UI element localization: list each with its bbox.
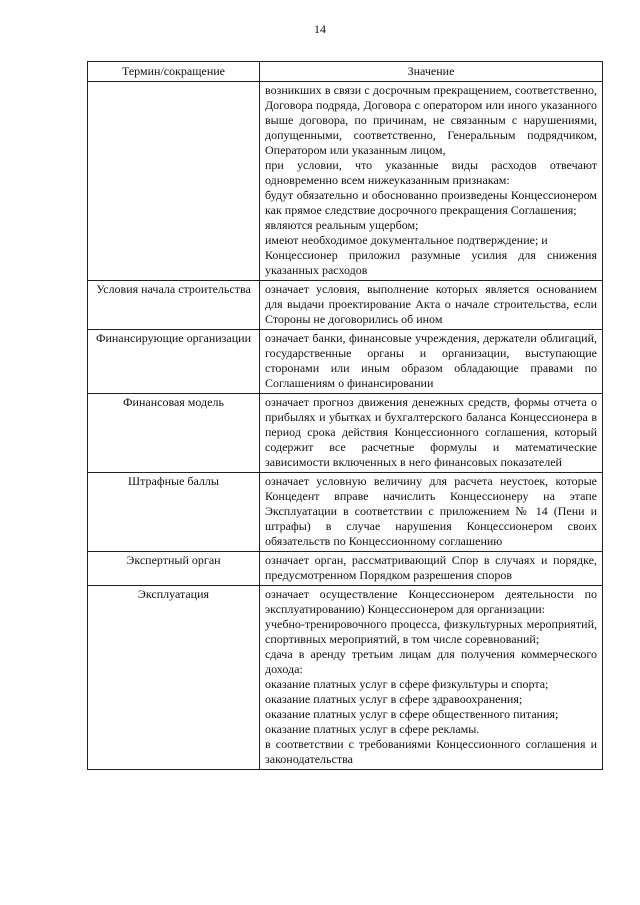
meaning-paragraph: означает прогноз движения денежных средств, формы отчета о прибылях и убытках и бухгалтерского баланса Концессионера в период срока действия Концессионного соглашения, который содержит все расчетные формулы и математические зависимости включенных в него финансовых показателей	[265, 395, 597, 469]
term-cell	[88, 82, 260, 281]
table-row	[88, 552, 603, 586]
table-row	[88, 82, 603, 281]
meaning-paragraph: означает орган, рассматривающий Спор в случаях и порядке, предусмотренном Порядком разрешения споров	[265, 553, 597, 582]
table-row	[88, 473, 603, 552]
meaning-paragraph: оказание платных услуг в сфере рекламы.	[265, 722, 480, 736]
meaning-cell	[260, 586, 603, 770]
term-cell: Экспертный орган	[88, 552, 260, 586]
term-cell: Эксплуатация	[88, 586, 260, 770]
table-body	[88, 82, 603, 770]
meaning-paragraph: Концессионер приложил разумные усилия для снижения указанных расходов	[265, 248, 597, 277]
meaning-paragraph: сдача в аренду третьим лицам для получения коммерческого дохода:	[265, 647, 597, 676]
meaning-cell	[260, 552, 603, 586]
term-cell: Финансирующие организации	[88, 330, 260, 394]
meaning-paragraph: в соответствии с требованиями Концессионного соглашения и законодательства	[265, 737, 597, 766]
table-header-row	[88, 62, 603, 82]
meaning-paragraph: означает условия, выполнение которых является основанием для выдачи проектирование Акта о начале строительства, если Стороны не договорились об ином	[265, 282, 597, 326]
header-meaning: Значение	[260, 62, 603, 82]
meaning-paragraph: означает осуществление Концессионером деятельности по эксплуатированию) Концессионером для организации:	[265, 587, 597, 616]
meaning-cell	[260, 473, 603, 552]
meaning-paragraph: оказание платных услуг в сфере общественного питания;	[265, 707, 559, 721]
term-cell: Финансовая модель	[88, 394, 260, 473]
meaning-paragraph: оказание платных услуг в сфере физкультуры и спорта;	[265, 677, 549, 691]
meaning-cell	[260, 82, 603, 281]
meaning-paragraph: оказание платных услуг в сфере здравоохранения;	[265, 692, 523, 706]
meaning-paragraph: имеют необходимое документальное подтверждение; и	[265, 233, 548, 247]
meaning-paragraph: являются реальным ущербом;	[265, 218, 419, 232]
meaning-paragraph: означает условную величину для расчета неустоек, которые Концедент вправе начислить Концессионеру на этапе Эксплуатации в соответствии с приложением № 14 (Пени и штрафы) в случае нарушения Концессионером своих обязательств по Концессионному соглашению	[265, 474, 597, 548]
page-number: 14	[314, 22, 326, 36]
term-cell: Штрафные баллы	[88, 473, 260, 552]
meaning-paragraph: будут обязательно и обоснованно произведены Концессионером как прямое следствие досрочного прекращения Соглашения;	[265, 188, 597, 217]
terms-table	[87, 61, 603, 770]
meaning-paragraph: означает банки, финансовые учреждения, держатели облигаций, государственные органы и организации, выступающие сторонами или иным образом обладающие правами по Соглашениям о финансировании	[265, 331, 597, 390]
table-row	[88, 330, 603, 394]
meaning-paragraph: возникших в связи с досрочным прекращением, соответственно, Договора подряда, Договора с оператором или иного указанного выше договора, по причинам, не связанным с нарушениями, допущенными, соответственно, Генеральным подрядчиком, Оператором или указанным лицом,	[265, 83, 597, 157]
meaning-paragraph: при условии, что указанные виды расходов отвечают одновременно всем нижеуказанным признакам:	[265, 158, 597, 187]
meaning-cell	[260, 281, 603, 330]
meaning-paragraph: учебно-тренировочного процесса, физкультурных мероприятий, спортивных мероприятий, в том числе соревнований;	[265, 617, 597, 646]
meaning-cell	[260, 394, 603, 473]
term-cell: Условия начала строительства	[88, 281, 260, 330]
table-row	[88, 586, 603, 770]
meaning-cell	[260, 330, 603, 394]
table-row	[88, 394, 603, 473]
table-row	[88, 281, 603, 330]
header-term: Термин/сокращение	[88, 62, 260, 82]
